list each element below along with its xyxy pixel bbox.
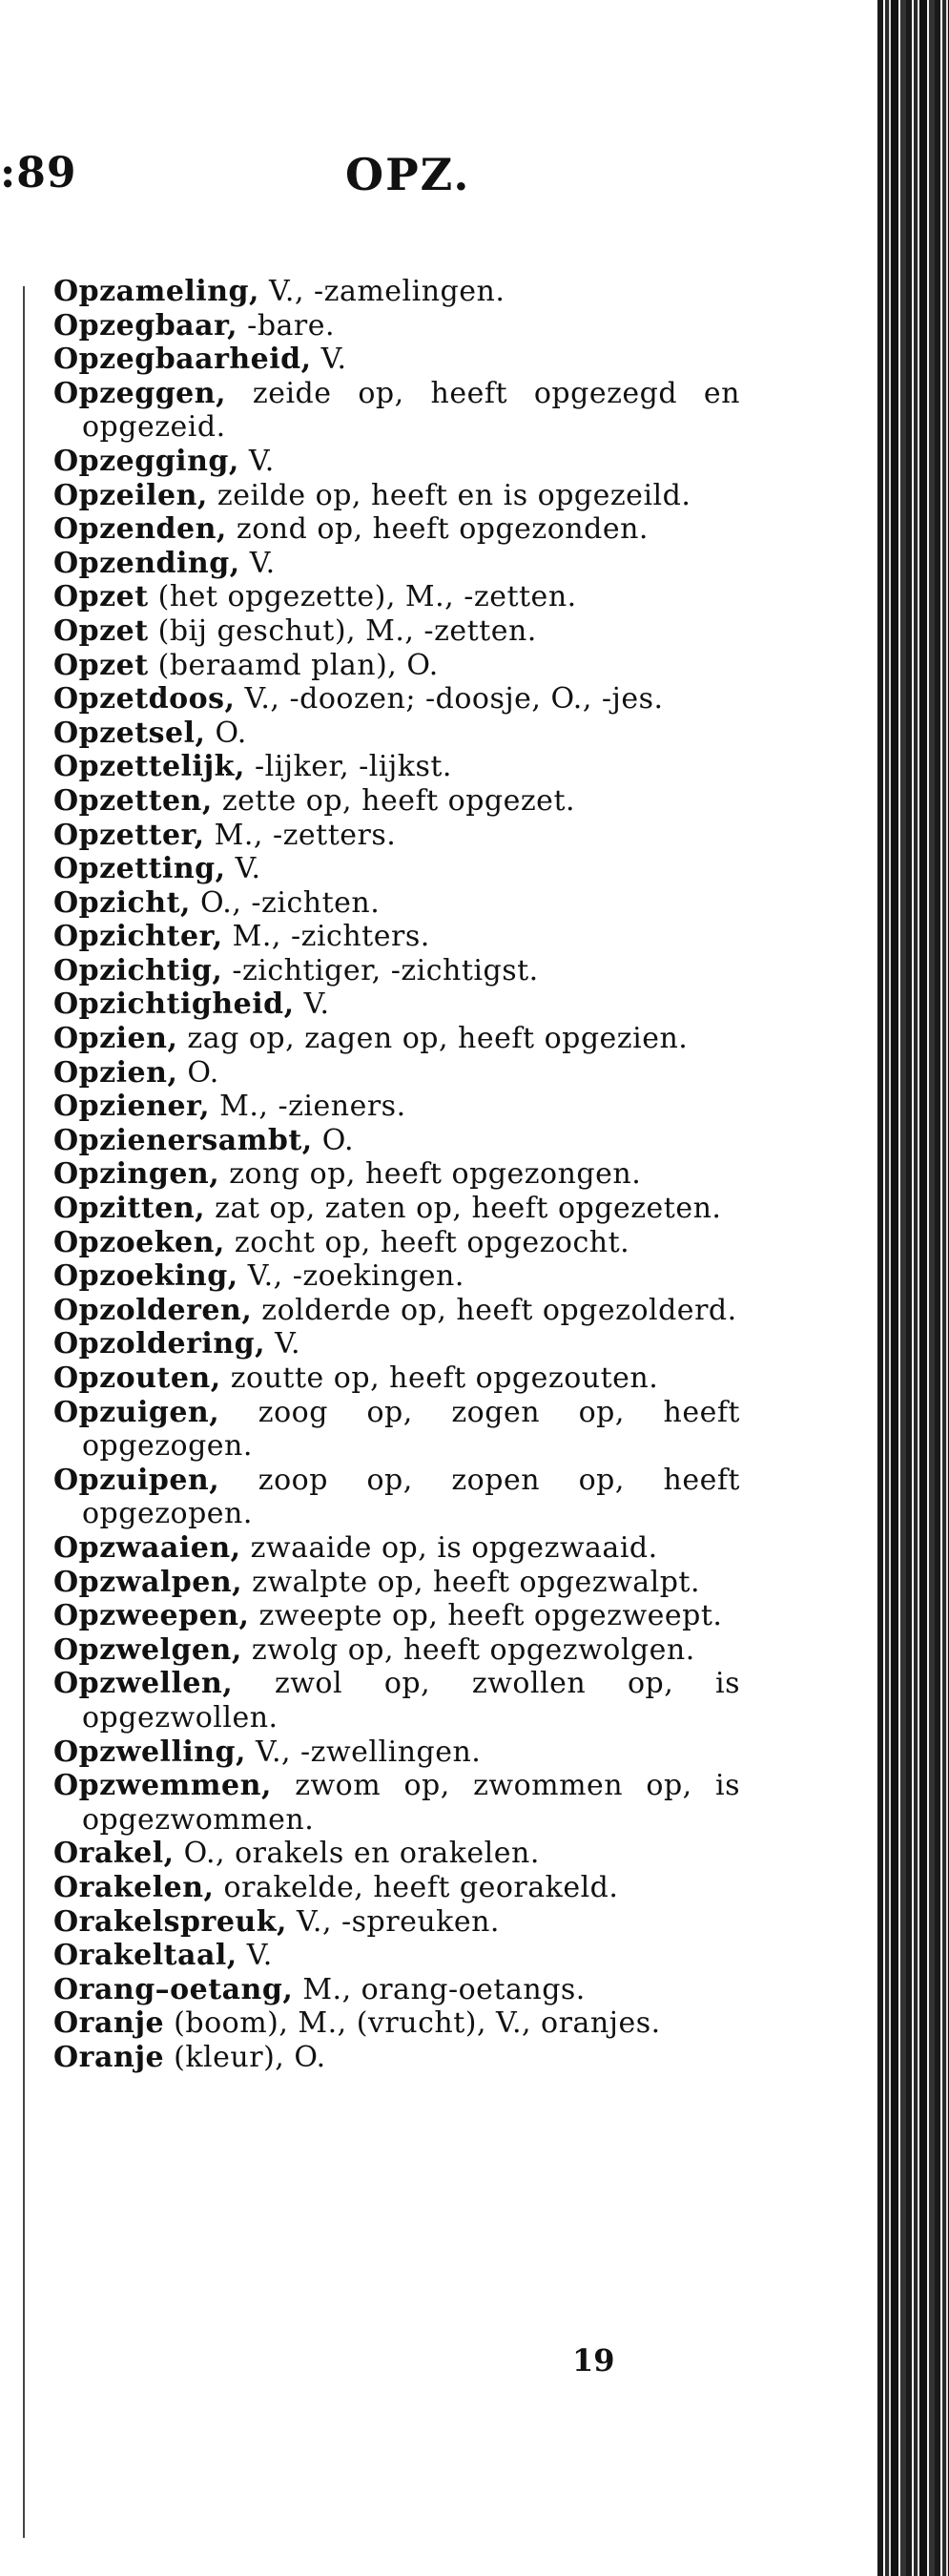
dictionary-entry: [53, 1973, 740, 2007]
entry-headword: Opzenden,: [53, 512, 227, 547]
entry-definition: -bare.: [237, 308, 336, 343]
left-margin-rule: [23, 286, 25, 2538]
dictionary-entry: [53, 750, 740, 784]
entry-definition: V., -zwellingen.: [245, 1735, 482, 1769]
entry-definition: zeide op, heeft opgezegd en opgezeid.: [82, 376, 740, 445]
dictionary-entry: [53, 784, 740, 819]
entry-headword: Opzingen,: [53, 1157, 220, 1192]
dictionary-entry: [53, 954, 740, 988]
entry-headword: Opzeggen,: [53, 376, 227, 410]
entry-definition: orakelde, heeft georakeld.: [214, 1870, 619, 1904]
entry-headword: Opzouten,: [53, 1361, 221, 1395]
folio-number: 19: [572, 2342, 615, 2379]
dictionary-entry: [53, 1531, 740, 1566]
entry-headword: Orakelen,: [53, 1870, 215, 1904]
entry-headword: Opzeilen,: [53, 478, 208, 512]
entry-definition: V.: [294, 987, 330, 1022]
dictionary-entry: [53, 1361, 740, 1396]
dictionary-entry: [53, 649, 740, 683]
entry-headword: Oranje: [53, 2040, 165, 2074]
entry-definition: O.: [312, 1123, 355, 1157]
entry-headword: Opzwelgen,: [53, 1632, 242, 1667]
entry-headword: Opzwaaien,: [53, 1530, 241, 1565]
dictionary-entries: [53, 275, 740, 2074]
entry-definition: zette op, heeft opgezet.: [212, 783, 576, 818]
entry-definition: M., -zieners.: [210, 1090, 406, 1124]
dictionary-entry: [53, 343, 740, 377]
entry-headword: Opzwalpen,: [53, 1565, 243, 1599]
dictionary-entry: [53, 1667, 740, 1735]
page-heading: OPZ.: [345, 149, 471, 200]
entry-headword: Opzwemmen,: [53, 1769, 272, 1803]
entry-definition: (bij geschut), M., -zetten.: [148, 613, 537, 648]
dictionary-entry: [53, 1259, 740, 1294]
entry-headword: Opzwellen,: [53, 1667, 234, 1701]
entry-headword: Orang–oetang,: [53, 1972, 294, 2006]
entry-headword: Opzegbaarheid,: [53, 343, 312, 377]
dictionary-entry: [53, 1157, 740, 1192]
entry-headword: Opzoldering,: [53, 1327, 266, 1361]
entry-headword: Orakelspreuk,: [53, 1904, 287, 1939]
entry-headword: Opzitten,: [53, 1192, 206, 1226]
entry-headword: Opzameling,: [53, 275, 259, 308]
entry-definition: -lijker, -lijkst.: [244, 750, 452, 784]
entry-definition: M., -zichters.: [222, 920, 430, 954]
entry-headword: Opzwelling,: [53, 1735, 246, 1769]
dictionary-entry: [53, 717, 740, 751]
entry-definition: O.: [205, 716, 247, 750]
dictionary-entry: [53, 445, 740, 479]
entry-headword: Opzienersambt,: [53, 1123, 313, 1157]
entry-definition: zwalpte op, heeft opgezwalpt.: [242, 1565, 701, 1599]
page-number: :89: [0, 149, 77, 197]
entry-headword: Orakel,: [53, 1837, 175, 1871]
entry-headword: Opzet: [53, 580, 149, 614]
entry-headword: Opzet: [53, 613, 149, 648]
dictionary-entry: [53, 1396, 740, 1464]
dictionary-entry: [53, 987, 740, 1022]
dictionary-entry: [53, 614, 740, 649]
entry-headword: Opziener,: [53, 1090, 211, 1124]
entry-headword: Orakeltaal,: [53, 1939, 237, 1973]
entry-definition: V.: [237, 1939, 273, 1973]
entry-definition: zong op, heeft opgezongen.: [219, 1157, 642, 1192]
entry-definition: V.: [238, 444, 275, 478]
entry-definition: (beraamd plan), O.: [148, 648, 439, 682]
dictionary-entry: [53, 1566, 740, 1600]
entry-definition: zeilde op, heeft en is opgezeild.: [207, 478, 691, 512]
dictionary-entry: [53, 682, 740, 717]
entry-headword: Opzien,: [53, 1022, 178, 1056]
entry-definition: (boom), M., (vrucht), V., oranjes.: [164, 2006, 661, 2041]
entry-headword: Opzegging,: [53, 444, 239, 478]
entry-headword: Opzichtigheid,: [53, 987, 295, 1022]
dictionary-entry: [53, 1633, 740, 1668]
entry-headword: Opzetten,: [53, 783, 213, 818]
entry-headword: Opzettelijk,: [53, 750, 245, 784]
entry-headword: Opzuipen,: [53, 1463, 220, 1497]
dictionary-entry: [53, 1735, 740, 1770]
dictionary-entry: [53, 1327, 740, 1361]
entry-definition: zwom op, zwommen op, is opgezwommen.: [82, 1769, 740, 1837]
dictionary-entry: [53, 275, 740, 309]
entry-headword: Opzicht,: [53, 885, 191, 920]
dictionary-entry: [53, 1022, 740, 1056]
dictionary-entry: [53, 1226, 740, 1260]
dictionary-entry: [53, 2006, 740, 2041]
entry-definition: O., -zichten.: [190, 885, 381, 920]
entry-definition: V.: [311, 343, 347, 377]
dictionary-entry: [53, 1905, 740, 1940]
dictionary-entry: [53, 1939, 740, 1973]
entry-definition: V., -zoekingen.: [237, 1259, 464, 1294]
entry-definition: zwol op, zwollen op, is opgezwollen.: [82, 1667, 740, 1735]
entry-headword: Opzien,: [53, 1055, 178, 1090]
entry-definition: zond op, heeft opgezonden.: [226, 512, 649, 547]
entry-definition: zoutte op, heeft opgezouten.: [220, 1361, 659, 1395]
dictionary-entry: [53, 920, 740, 954]
dictionary-entry: [53, 309, 740, 343]
entry-definition: zweepte op, heeft opgezweept.: [249, 1599, 723, 1633]
entry-headword: Opzoeking,: [53, 1259, 238, 1294]
entry-headword: Opzichter,: [53, 920, 223, 954]
dictionary-entry: [53, 1837, 740, 1871]
entry-headword: Opzet: [53, 648, 149, 682]
entry-headword: Opzolderen,: [53, 1293, 253, 1327]
entry-definition: zwaaide op, is opgezwaaid.: [240, 1530, 658, 1565]
entry-headword: Opzending,: [53, 546, 240, 580]
entry-headword: Opzuigen,: [53, 1395, 220, 1429]
entry-definition: O.: [177, 1055, 219, 1090]
dictionary-entry: [53, 1056, 740, 1091]
dictionary-entry: [53, 1124, 740, 1158]
entry-definition: zocht op, heeft opgezocht.: [224, 1225, 630, 1259]
entry-definition: V.: [265, 1327, 301, 1361]
entry-definition: zolderde op, heeft opgezolderd.: [252, 1293, 737, 1327]
entry-headword: Opzoeken,: [53, 1225, 225, 1259]
entry-definition: V.: [239, 546, 276, 580]
entry-definition: zag op, zagen op, heeft opgezien.: [177, 1022, 689, 1056]
entry-definition: (het opgezette), M., -zetten.: [148, 580, 577, 614]
dictionary-entry: [53, 2041, 740, 2075]
entry-definition: zoop op, zopen op, heeft opgezopen.: [82, 1463, 740, 1531]
entry-headword: Opzegbaar,: [53, 308, 238, 343]
entry-definition: zwolg op, heeft opgezwolgen.: [241, 1632, 695, 1667]
entry-definition: O., orakels en orakelen.: [174, 1837, 540, 1871]
entry-definition: zat op, zaten op, heeft opgezeten.: [205, 1192, 722, 1226]
entry-definition: V., -spreuken.: [286, 1904, 500, 1939]
dictionary-entry: [53, 1464, 740, 1531]
entry-headword: Opzetsel,: [53, 716, 206, 750]
dictionary-entry: [53, 1294, 740, 1328]
dictionary-entry: [53, 580, 740, 614]
dictionary-entry: [53, 819, 740, 853]
dictionary-entry: [53, 1599, 740, 1633]
entry-headword: Opzichtig,: [53, 953, 223, 987]
dictionary-entry: [53, 852, 740, 886]
entry-definition: M., orang-oetangs.: [293, 1972, 586, 2006]
dictionary-entry: [53, 1871, 740, 1905]
dictionary-entry: [53, 1192, 740, 1226]
entry-definition: V.: [225, 852, 261, 886]
entry-definition: zoog op, zogen op, heeft opgezogen.: [82, 1395, 740, 1464]
dictionary-entry: [53, 1090, 740, 1124]
entry-headword: Oranje: [53, 2006, 165, 2041]
dictionary-entry: [53, 1769, 740, 1837]
entry-definition: M., -zetters.: [204, 818, 397, 852]
entry-definition: -zichtiger, -zichtigst.: [222, 953, 539, 987]
entry-headword: Opzweepen,: [53, 1599, 250, 1633]
dictionary-entry: [53, 377, 740, 445]
entry-headword: Opzetter,: [53, 818, 205, 852]
entry-definition: V., -doozen; -doosje, O., -jes.: [235, 682, 664, 717]
dictionary-entry: [53, 479, 740, 513]
entry-headword: Opzetting,: [53, 852, 226, 886]
dictionary-entry: [53, 547, 740, 581]
entry-definition: (kleur), O.: [164, 2040, 326, 2074]
dictionary-entry: [53, 512, 740, 547]
book-spine-edge: [877, 0, 949, 2576]
entry-definition: V., -zamelingen.: [258, 275, 505, 308]
dictionary-entry: [53, 886, 740, 921]
entry-headword: Opzetdoos,: [53, 682, 236, 717]
